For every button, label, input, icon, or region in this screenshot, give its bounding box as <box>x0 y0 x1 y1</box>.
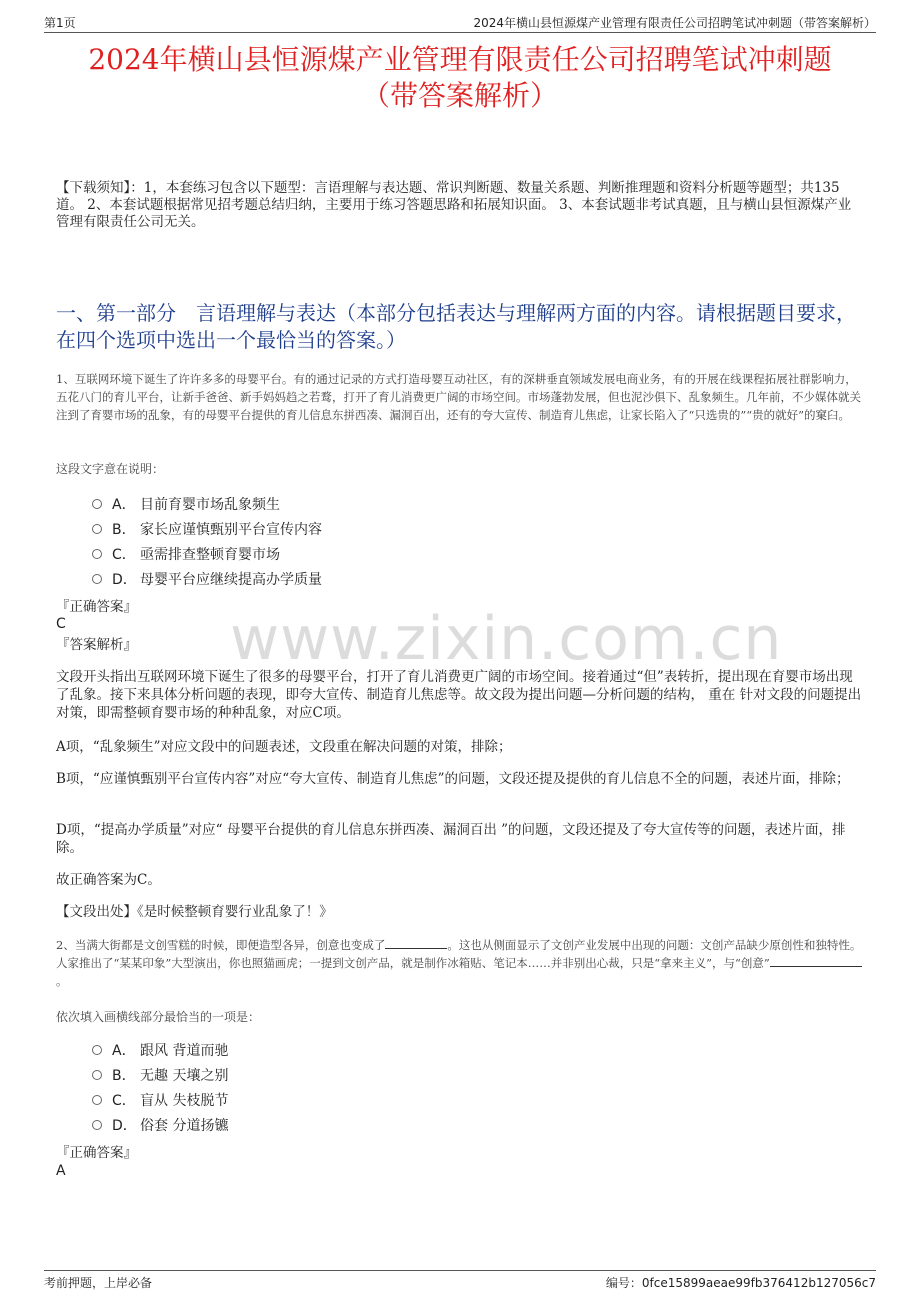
footer-slogan: 考前押题，上岸必备 <box>44 1276 153 1290</box>
download-notice: 【下载须知】：1，本套练习包含以下题型：言语理解与表达题、常识判断题、数量关系题、判断推理题和资料分析题等题型；共135道。 2、本套试题根据常见招考题总结归纳，主要用于练习答题思路和拓展知识面。 3、本套试题非考试真题，且与横山县恒源煤产业管理有限责任公司无关。 <box>56 180 852 230</box>
q1-answer-label: 『正确答案』 <box>56 599 137 615</box>
page-number: 第1页 <box>44 16 76 30</box>
q1-analysis-para-2: A项，“乱象频生”对应文段中的问题表述，文段重在解决问题的对策，排除； <box>56 739 512 755</box>
radio-icon[interactable] <box>92 1120 102 1130</box>
q1-source: 【文段出处】《是时候整顿育婴行业乱象了！》 <box>56 904 333 920</box>
radio-icon[interactable] <box>92 1070 102 1080</box>
q1-option-b[interactable]: B． 家长应谨慎甄别平台宣传内容 <box>92 520 322 540</box>
page-footer <box>44 1270 876 1291</box>
watermark: www.zixin.com.cn <box>230 604 783 674</box>
q1-option-a[interactable]: A． 目前育婴市场乱象频生 <box>92 495 280 515</box>
q2-option-a[interactable]: A． 跟风 背道而驰 <box>92 1041 228 1061</box>
fill-blank-2[interactable] <box>770 954 862 967</box>
radio-icon[interactable] <box>92 499 102 509</box>
page-header <box>44 14 876 33</box>
q2-answer-label: 『正确答案』 <box>56 1145 137 1161</box>
footer-doc-id: 编号：0fce15899aeae99fb376412b127056c7 <box>605 1276 876 1290</box>
radio-icon[interactable] <box>92 1095 102 1105</box>
q1-analysis-para-1: 文段开头指出互联网环境下诞生了很多的母婴平台，打开了育儿消费更广阔的市场空间。接着通过“但”表转折，提出现在育婴市场出现了乱象。接下来具体分析问题的表现，即夸大宣传、制造育儿焦虑等。故文段为提出问题—分析问题的结构， 重在 针对文段的问题提出对策，即需整顿育婴市场的种种乱象，对应C项。 <box>56 669 862 721</box>
title-line-1: 2024年横山县恒源煤产业管理有限责任公司招聘笔试冲刺题 <box>88 43 832 76</box>
q2-option-c[interactable]: C． 盲从 失枝脱节 <box>92 1091 228 1111</box>
q1-answer: C <box>56 616 66 632</box>
q1-analysis-para-4: D项，“提高办学质量”对应“ 母婴平台提供的育儿信息东拼西凑、漏洞百出 ”的问题，文段还提及了夸大宣传等的问题，表述片面，排除。 <box>56 822 846 856</box>
q1-analysis-label: 『答案解析』 <box>56 637 137 653</box>
question-1-prompt: 这段文字意在说明： <box>56 462 165 476</box>
section-heading: 一、第一部分 言语理解与表达（本部分包括表达与理解两方面的内容。请根据题目要求，在四个选项中选出一个最恰当的答案。） <box>56 301 856 352</box>
q1-analysis-para-5: 故正确答案为C。 <box>56 872 161 888</box>
header-doc-title: 2024年横山县恒源煤产业管理有限责任公司招聘笔试冲刺题（带答案解析） <box>473 16 876 30</box>
question-2-text: 2、当满大街都是文创雪糕的时候，即便造型各异，创意也变成了 。这也从侧面显示了文创产业发展中出现的问题：文创产品缺少原创性和独特性。人家推出了“某某印象”大型演出，你也照猫画虎；一提到文创产品，就是制作冰箱贴、笔记本……并非别出心裁，只是“拿来主义”，与“创意”。 <box>56 938 862 988</box>
question-1-text: 1、互联网环境下诞生了许许多多的母婴平台。有的通过记录的方式打造母婴互动社区，有的深耕垂直领域发展电商业务，有的开展在线课程拓展社群影响力，五花八门的育儿平台，让新手爸爸、新手妈妈趋之若鹜，打开了育儿消费更广阔的市场空间。市场蓬勃发展，但也泥沙俱下、乱象频生。几年前，不少媒体就关注到了育婴市场的乱象，有的母婴平台提供的育儿信息东拼西凑、漏洞百出，还有的夸大宣传、制造育儿焦虑，让家长陷入了“只选贵的”“贵的就好”的窠臼。 <box>56 372 861 422</box>
radio-icon[interactable] <box>92 574 102 584</box>
q1-analysis-para-3: B项，“应谨慎甄别平台宣传内容”对应“夸大宣传、制造育儿焦虑”的问题，文段还提及提供的育儿信息不全的问题，表述片面，排除； <box>56 771 850 787</box>
q2-answer: A <box>56 1163 66 1179</box>
q1-option-d[interactable]: D． 母婴平台应继续提高办学质量 <box>92 570 322 590</box>
radio-icon[interactable] <box>92 1045 102 1055</box>
q2-option-d[interactable]: D． 俗套 分道扬镳 <box>92 1116 228 1136</box>
title-line-2: （带答案解析） <box>361 79 558 112</box>
fill-blank-1[interactable] <box>385 936 447 949</box>
q1-option-c[interactable]: C． 亟需排查整顿育婴市场 <box>92 545 280 565</box>
document-title <box>40 42 880 114</box>
radio-icon[interactable] <box>92 549 102 559</box>
question-2-prompt: 依次填入画横线部分最恰当的一项是： <box>56 1010 261 1024</box>
q2-option-b[interactable]: B． 无趣 天壤之别 <box>92 1066 228 1086</box>
radio-icon[interactable] <box>92 524 102 534</box>
